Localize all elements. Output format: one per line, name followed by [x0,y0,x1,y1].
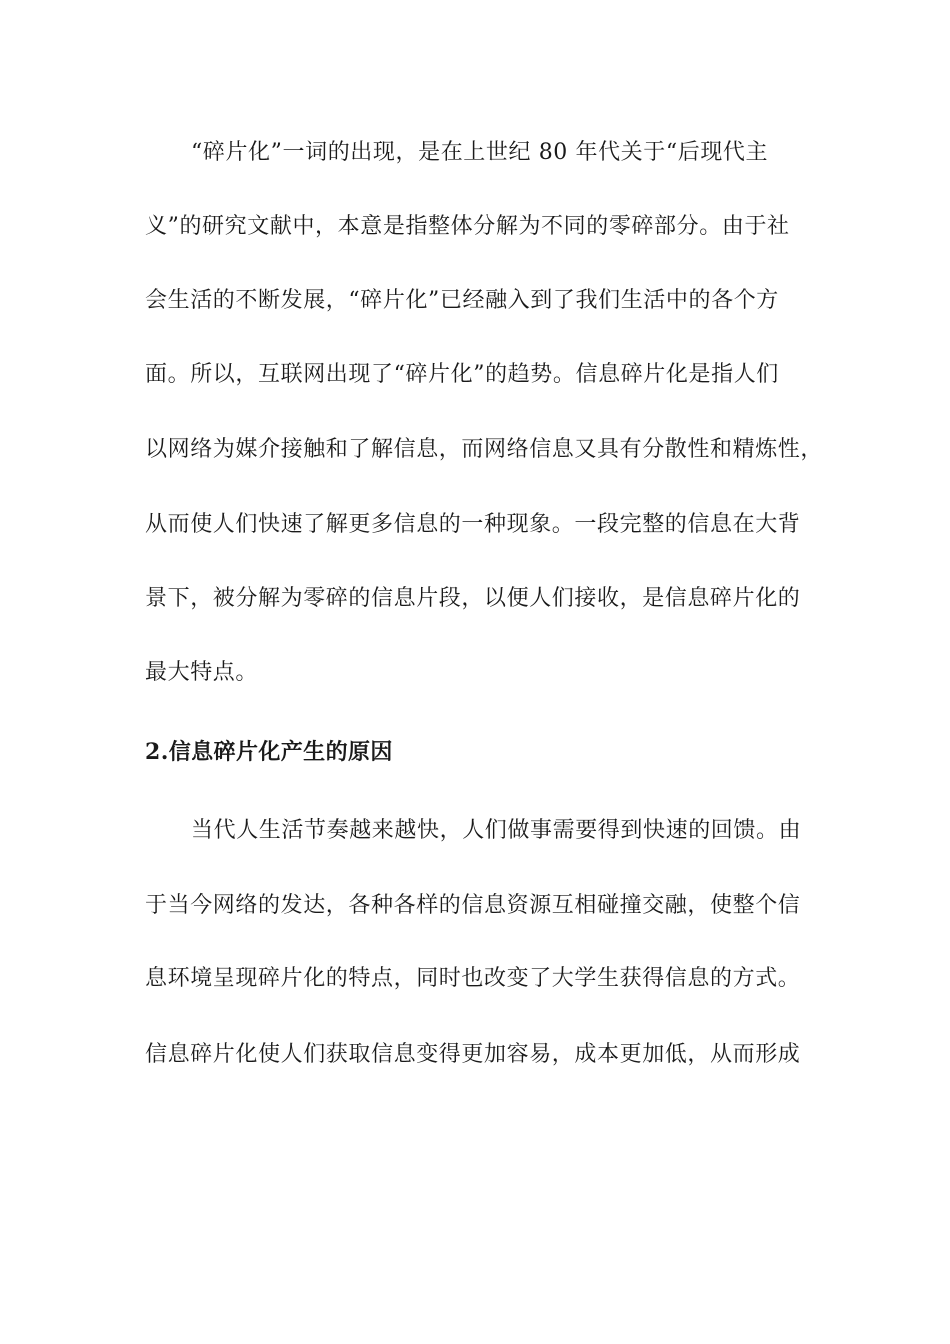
paragraph-1-line-7: 景下，被分解为零碎的信息片段，以便人们接收，是信息碎片化的 [145,586,801,611]
paragraph-1-line-3: 会生活的不断发展，“碎片化”已经融入到了我们生活中的各个方 [145,288,779,313]
paragraph-2-line-2: 于当今网络的发达，各种各样的信息资源互相碰撞交融，使整个信 [145,893,801,918]
paragraph-1-line-4: 面。所以，互联网出现了“碎片化”的趋势。信息碎片化是指人们 [145,362,779,387]
paragraph-1-line-8: 最大特点。 [145,660,259,685]
section-heading: 2.信息碎片化产生的原因 [145,739,393,765]
paragraph-1-line-6: 从而使人们快速了解更多信息的一种现象。一段完整的信息在大背 [145,512,801,537]
paragraph-2-line-4: 信息碎片化使人们获取信息变得更加容易，成本更加低，从而形成 [145,1042,801,1067]
paragraph-2-line-1: 当代人生活节奏越来越快，人们做事需要得到快速的回馈。由 [191,818,802,843]
paragraph-1-line-2: 义”的研究文献中，本意是指整体分解为不同的零碎部分。由于社 [145,214,790,239]
paragraph-1-line-5: 以网络为媒介接触和了解信息，而网络信息又具有分散性和精炼性， [145,437,824,462]
paragraph-1-line-1: “碎片化”一词的出现，是在上世纪 80 年代关于“后现代主 [191,140,769,165]
paragraph-2-line-3: 息环境呈现碎片化的特点，同时也改变了大学生获得信息的方式。 [145,966,801,991]
